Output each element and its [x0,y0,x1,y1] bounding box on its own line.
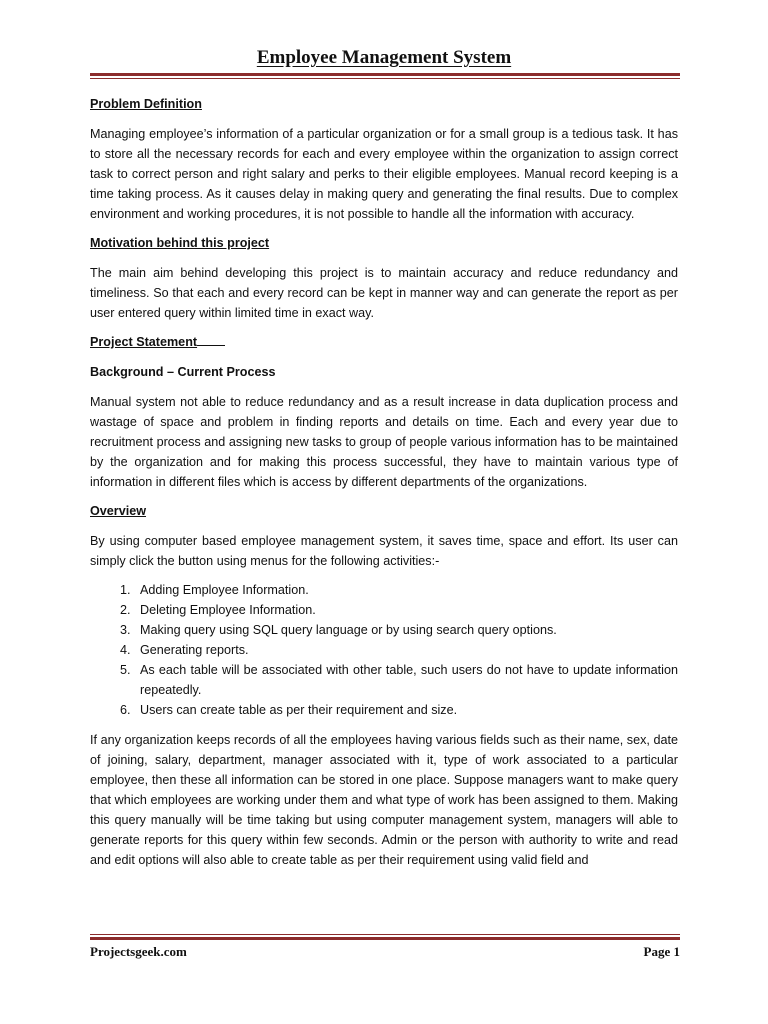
page-footer [90,944,680,960]
list-item: 1. Adding Employee Information. [134,580,678,600]
heading-underline-pad [197,333,225,346]
section-heading-problem-definition: Problem Definition [90,97,202,111]
list-item: 3. Making query using SQL query language or by using search query options. [134,620,678,640]
header-rule-thin [90,78,680,79]
header-rule-thick [90,73,680,76]
list-item: 5. As each table will be associated with other table, such users do not have to update information repeatedly. [134,660,678,700]
footer-rule-thin [90,934,680,935]
background-paragraph: Manual system not able to reduce redundancy and as a result increase in data duplication process and wastage of space and problem in finding reports and details on time. Each and every year due to recruitment process and assigning new tasks to group of people various information has to be maintained by the organization and for making this process successful, they have to maintain various type of information in different files which is access by different departments of the organizations. [90,395,678,489]
footer-site-name: Projectsgeek.com [90,944,187,959]
footer-page-number: Page 1 [643,944,680,959]
section-heading-overview: Overview [90,504,147,518]
list-item: 6. Users can create table as per their requirement and size. [134,700,678,720]
project-statement-label: Project Statement [90,335,198,349]
problem-definition-paragraph: Managing employee’s information of a particular organization or for a small group is a tedious task. It has to store all the necessary records for each and every employee within the organization to assign correct task to correct person and right salary and perks to their eligible employees. Manual record keeping is a time taking process. As it causes delay in making query and generating the final results. Due to complex environment and working procedures, it is not possible to handle all the information with accuracy. [90,127,678,221]
section-heading-motivation: Motivation behind this project [90,236,270,250]
document-body [90,94,678,879]
document-title: Employee Management System [256,47,512,68]
list-item: 2. Deleting Employee Information. [134,600,678,620]
motivation-paragraph: The main aim behind developing this project is to maintain accuracy and reduce redundancy and timeliness. So that each and every record can be kept in manner way and can generate the report as per user entered query within limited time in exact way. [90,266,678,320]
section-subheading-background: Background – Current Process [90,365,276,379]
section-heading-project-statement [90,332,678,352]
list-item: 4. Generating reports. [134,640,678,660]
overview-intro-paragraph: By using computer based employee management system, it saves time, space and effort. Its user can simply click the button using menus for the following activities:- [90,534,678,568]
overview-closing-paragraph: If any organization keeps records of all the employees having various fields such as their name, sex, date of joining, salary, department, manager associated with it, type of work associated to a particular employee, then these all information can be stored in one place. Suppose managers want to make query that which employees are working under them and what type of work has been assigned to them. Making this query manually will be time taking but using computer management system, managers will able to generate reports for this query within few seconds. Admin or the person with authority to write and read and edit options will also able to create table as per their requirement using valid field and [90,733,678,867]
footer-rule-thick [90,937,680,940]
activities-list [90,580,678,720]
